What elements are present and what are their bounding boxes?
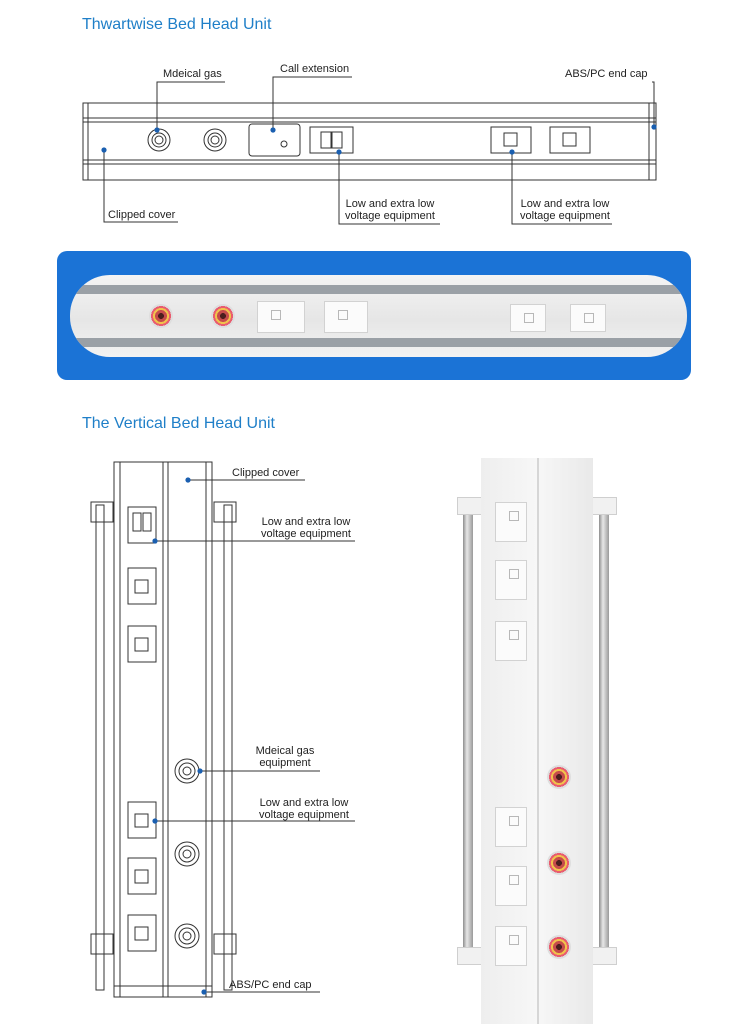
gas-outlet-1 (148, 129, 170, 151)
label-line: Low and extra low (345, 198, 435, 210)
label-line: Low and extra low (259, 797, 349, 809)
bracket-bottom-left (91, 934, 113, 954)
photo-v-socket-2 (495, 621, 527, 661)
label-call-extension: Call extension (280, 63, 350, 75)
label-low-voltage-2 (517, 198, 613, 222)
v-socket-5 (128, 915, 156, 951)
thwartwise-bar-outline (83, 103, 656, 180)
label-line: voltage equipment (259, 809, 349, 821)
socket-1 (491, 127, 531, 153)
leader-dot (336, 149, 341, 154)
leader-dot (201, 989, 206, 994)
v-label-abs-end-cap: ABS/PC end cap (229, 979, 312, 991)
photo-v-socket-1 (495, 560, 527, 600)
v-socket-3 (128, 802, 156, 838)
v-socket-2 (128, 626, 156, 662)
v-label-low-voltage-bottom (254, 797, 354, 821)
thwartwise-title: Thwartwise Bed Head Unit (82, 16, 272, 33)
photo-v-gas-1 (547, 765, 571, 789)
vertical-title: The Vertical Bed Head Unit (82, 415, 275, 432)
photo-v-gas-2 (547, 851, 571, 875)
bracket-bottom-right (214, 934, 236, 954)
leader-dot (651, 124, 656, 129)
photo-gas-outlet-2 (211, 304, 235, 328)
v-label-medical-gas (246, 745, 324, 769)
label-line: voltage equipment (261, 528, 351, 540)
photo-call-panel (257, 301, 305, 333)
photo-gas-outlet-1 (149, 304, 173, 328)
v-switch (128, 507, 156, 543)
v-label-clipped-cover: Clipped cover (232, 467, 300, 479)
photo-socket-2 (570, 304, 606, 332)
photo-v-socket-4 (495, 866, 527, 906)
photo-v-switch (495, 502, 527, 542)
leader-dot (509, 149, 514, 154)
photo-v-socket-3 (495, 807, 527, 847)
socket-2 (550, 127, 590, 153)
label-line: equipment (259, 757, 311, 769)
leader-dot (197, 768, 202, 773)
v-socket-4 (128, 858, 156, 894)
horizontal-unit-photo (70, 275, 687, 357)
thwartwise-end-cap (649, 103, 656, 180)
label-abs-end-cap: ABS/PC end cap (565, 68, 648, 80)
leader-dot (152, 818, 157, 823)
vertical-unit-photo (481, 458, 593, 1024)
label-line: voltage equipment (520, 210, 610, 222)
photo-rod-left (463, 505, 473, 955)
photo-stripe-bottom (70, 338, 687, 347)
label-low-voltage-1 (342, 198, 438, 222)
photo-v-gas-3 (547, 935, 571, 959)
label-line: Mdeical gas (255, 745, 315, 757)
photo-stripe-top (70, 285, 687, 294)
leader-dot (152, 538, 157, 543)
label-line: Low and extra low (520, 198, 610, 210)
v-socket-1 (128, 568, 156, 604)
leader-dot (270, 127, 275, 132)
photo-socket-1 (510, 304, 546, 332)
leader-dot (185, 477, 190, 482)
vertical-diagram (0, 440, 460, 1025)
v-label-low-voltage-top (256, 516, 356, 540)
label-medical-gas: Mdeical gas (163, 68, 222, 80)
label-line: voltage equipment (345, 210, 435, 222)
label-line: Low and extra low (261, 516, 351, 528)
leader-dot (154, 127, 159, 132)
gas-outlet-2 (204, 129, 226, 151)
photo-v-socket-5 (495, 926, 527, 966)
photo-rod-right (599, 505, 609, 955)
label-clipped-cover: Clipped cover (108, 209, 176, 221)
leader-dot (101, 147, 106, 152)
photo-divider (537, 458, 539, 1024)
photo-switch (324, 301, 368, 333)
